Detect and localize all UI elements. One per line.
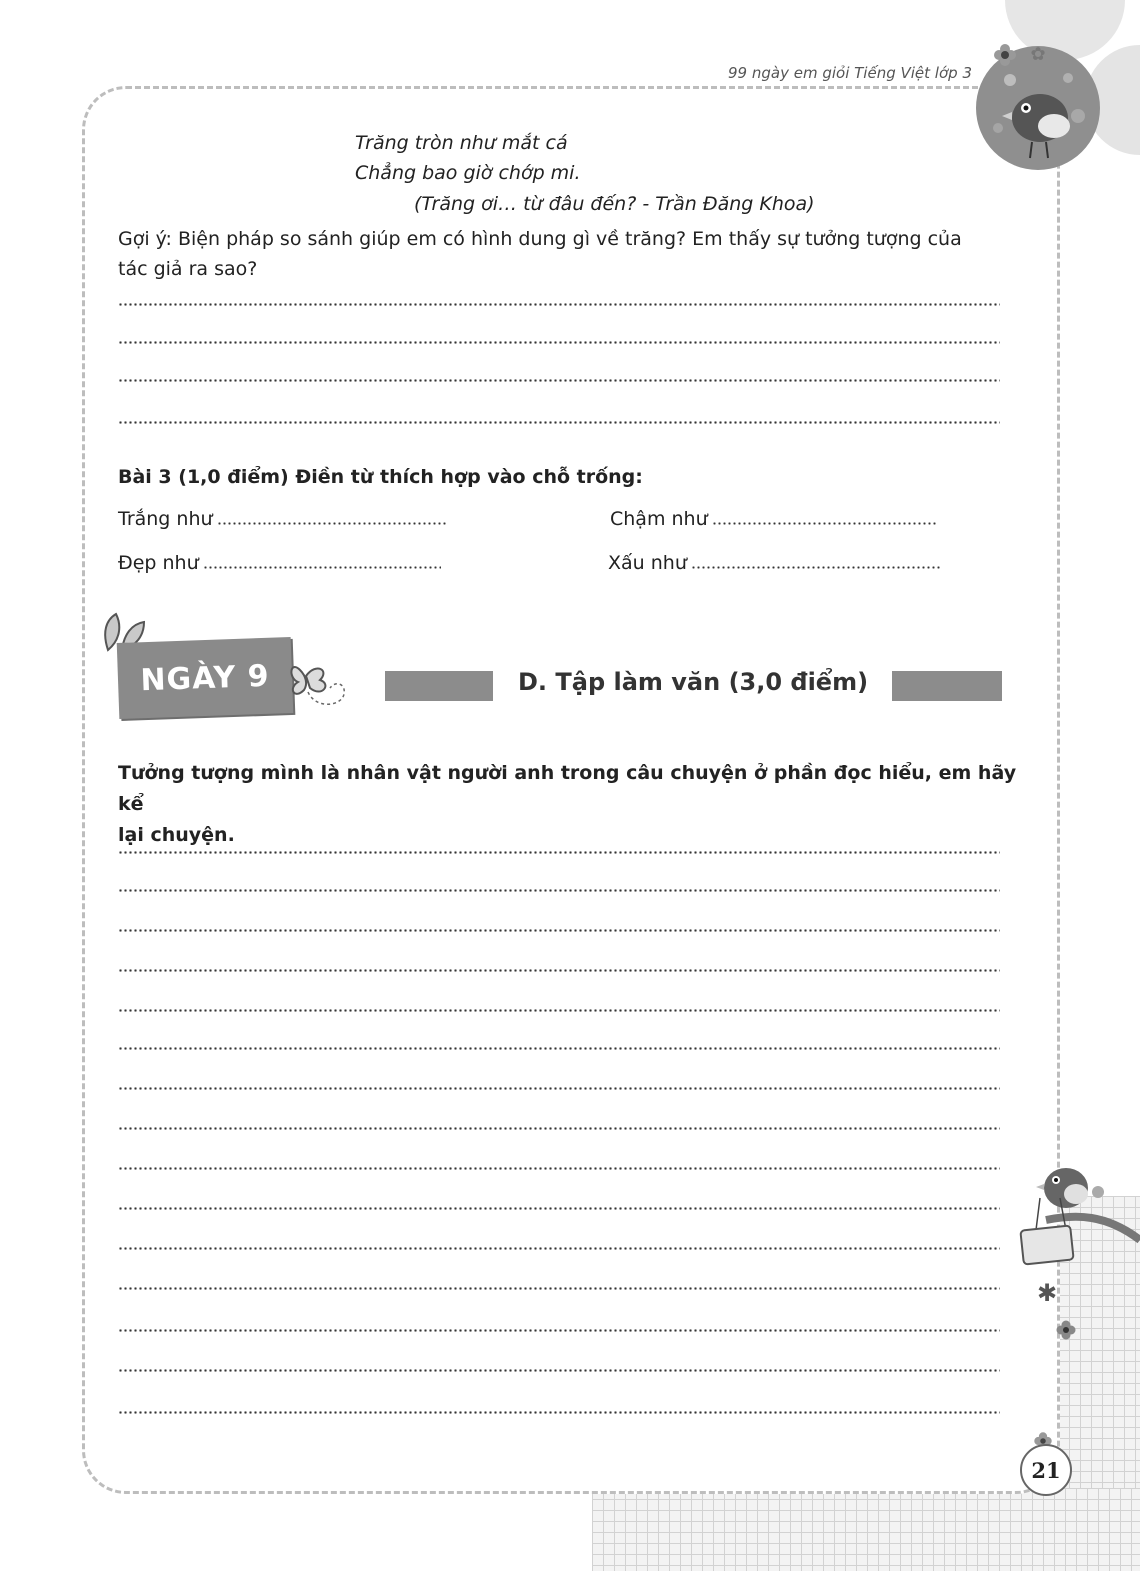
essay-line[interactable] bbox=[118, 1009, 1000, 1012]
essay-line[interactable] bbox=[118, 1087, 1000, 1090]
fill-blank-item bbox=[610, 508, 937, 530]
svg-text:✿: ✿ bbox=[1030, 44, 1046, 65]
essay-line[interactable] bbox=[118, 1047, 1000, 1050]
page-number: 21 bbox=[1031, 1457, 1061, 1483]
poem-line-1: Trăng tròn như mắt cá bbox=[355, 132, 568, 154]
hint-label: Gợi ý: bbox=[118, 228, 172, 250]
essay-line[interactable] bbox=[118, 889, 1000, 892]
hint-text-line-1: Biện pháp so sánh giúp em có hình dung gì về trăng? Em thấy sự tưởng tượng của bbox=[177, 228, 962, 250]
day-badge-label: NGÀY 9 bbox=[139, 658, 271, 698]
fill-blank-dots[interactable] bbox=[203, 566, 441, 569]
answer-line[interactable] bbox=[118, 421, 1000, 424]
section-title: D. Tập làm văn (3,0 điểm) bbox=[518, 668, 869, 696]
poem-line-2: Chẳng bao giờ chớp mi. bbox=[355, 162, 581, 184]
hint-paragraph bbox=[118, 224, 1008, 284]
essay-line[interactable] bbox=[118, 929, 1000, 932]
fill-blank-label: Chậm như bbox=[610, 508, 708, 530]
page-number-badge bbox=[1020, 1444, 1072, 1496]
fill-blank-dots[interactable] bbox=[691, 566, 941, 569]
essay-line[interactable] bbox=[118, 1287, 1000, 1290]
fill-blank-label: Xấu như bbox=[608, 552, 687, 574]
answer-line[interactable] bbox=[118, 341, 1000, 344]
section-bar-right bbox=[892, 671, 1002, 701]
fill-blank-item bbox=[608, 552, 941, 574]
bird-medallion-icon bbox=[968, 38, 1108, 178]
fill-blank-dots[interactable] bbox=[217, 522, 447, 525]
star-flower-icon bbox=[1034, 1280, 1060, 1306]
answer-line[interactable] bbox=[118, 379, 1000, 382]
essay-line[interactable] bbox=[118, 1369, 1000, 1372]
flower-icon bbox=[990, 40, 1020, 70]
bird-on-branch-icon bbox=[1016, 1158, 1140, 1278]
butterfly-icon bbox=[286, 654, 352, 724]
essay-line[interactable] bbox=[118, 1411, 1000, 1414]
running-header: 99 ngày em giỏi Tiếng Việt lớp 3 bbox=[728, 64, 972, 82]
essay-prompt bbox=[118, 758, 1018, 851]
fill-blank-item bbox=[118, 552, 441, 574]
fill-blank-label: Trắng như bbox=[118, 508, 213, 530]
hint-text-line-2: tác giả ra sao? bbox=[118, 258, 258, 280]
section-bar-left bbox=[385, 671, 493, 701]
exercise-3-title: Bài 3 (1,0 điểm) Điền từ thích hợp vào chỗ trống: bbox=[118, 466, 643, 488]
essay-line[interactable] bbox=[118, 1329, 1000, 1332]
answer-line[interactable] bbox=[118, 303, 1000, 306]
essay-line[interactable] bbox=[118, 1167, 1000, 1170]
essay-prompt-line-1: Tưởng tượng mình là nhân vật người anh trong câu chuyện ở phần đọc hiểu, em hãy kể bbox=[118, 762, 1017, 815]
fill-blank-label: Đẹp như bbox=[118, 552, 199, 574]
svg-text:✱: ✱ bbox=[1036, 1280, 1058, 1306]
fill-blank-dots[interactable] bbox=[712, 522, 937, 525]
fill-blank-item bbox=[118, 508, 447, 530]
essay-line[interactable] bbox=[118, 1247, 1000, 1250]
essay-prompt-line-2: lại chuyện. bbox=[118, 824, 235, 846]
essay-line[interactable] bbox=[118, 1127, 1000, 1130]
essay-line[interactable] bbox=[118, 1207, 1000, 1210]
day-badge bbox=[117, 637, 294, 719]
essay-line[interactable] bbox=[118, 851, 1000, 854]
flower-icon bbox=[1054, 1318, 1078, 1342]
grid-background-bottom bbox=[592, 1488, 1140, 1571]
poem-source: (Trăng ơi… từ đâu đến? - Trần Đăng Khoa) bbox=[414, 193, 815, 215]
essay-line[interactable] bbox=[118, 969, 1000, 972]
